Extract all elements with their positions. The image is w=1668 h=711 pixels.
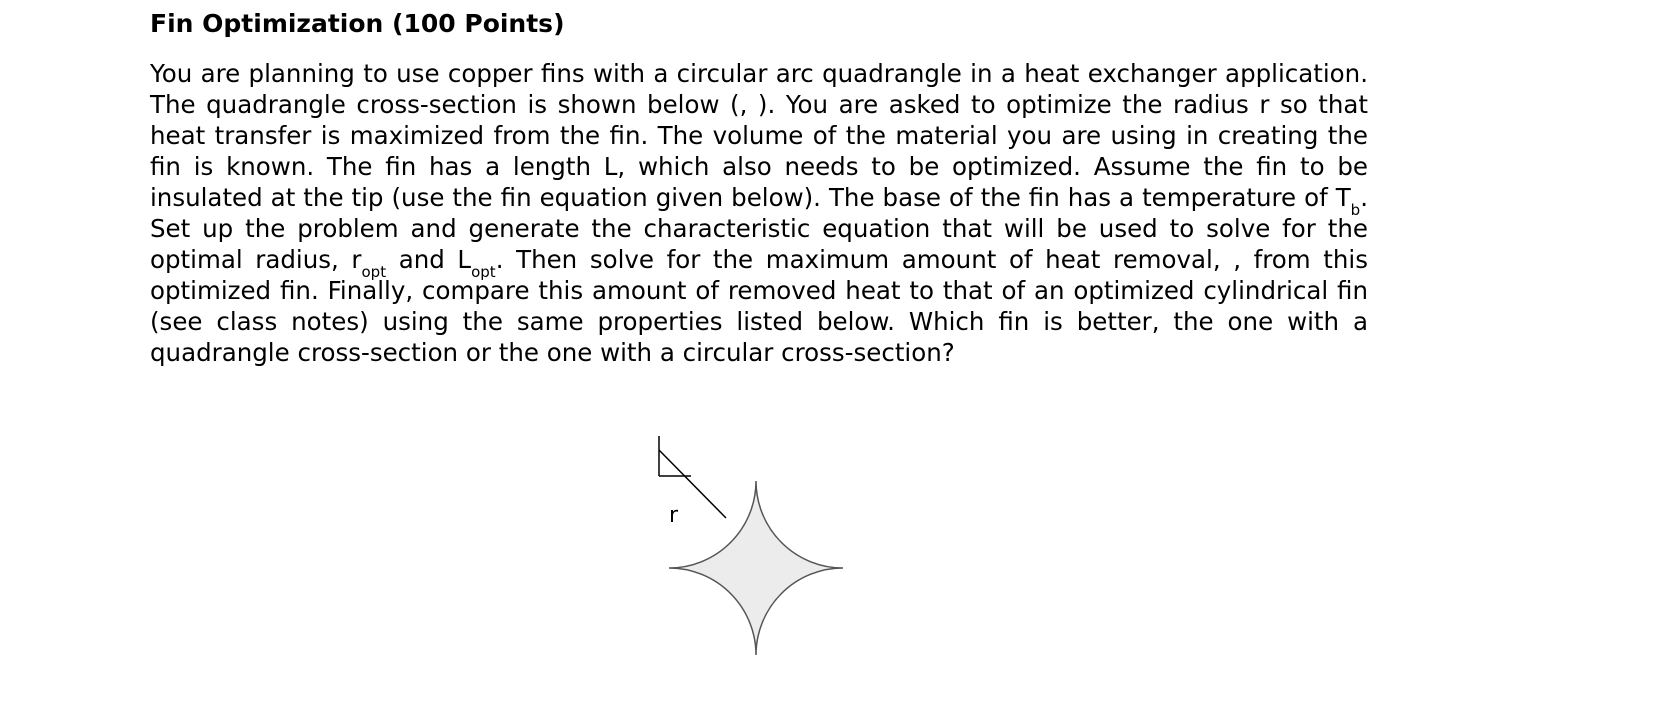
subscript-opt-l: opt bbox=[471, 263, 496, 281]
statement-part-4: . Then solve for the maximum amount of heat removal, , from this optimized fin. Finally, compare this amount of removed heat to that of an optimized cylindrical fin (see class notes) using the same properties listed below. Which fin is better, the one with a quadrangle cross-section or the one with a circular cross-section? bbox=[150, 245, 1368, 367]
problem-document bbox=[150, 6, 1368, 368]
quadrangle-diagram bbox=[655, 432, 865, 672]
subscript-opt-r: opt bbox=[361, 263, 387, 281]
radius-label: r bbox=[669, 503, 679, 528]
statement-part-2: . Set up the problem and generate the characteristic equation that will be used to solve for the optimal radius, r bbox=[150, 183, 1368, 274]
problem-statement bbox=[150, 58, 1368, 368]
subscript-b: b bbox=[1350, 201, 1361, 219]
statement-part-3: and L bbox=[386, 245, 472, 274]
statement-part-1: You are planning to use copper fins with a circular arc quadrangle in a heat exchanger application. The quadrangle cross-section is shown below (, ). You are asked to optimize the radius r so that heat transfer is maximized from the fin. The volume of the material you are using in creating the fin is known. The fin has a length L, which also needs to be optimized. Assume the fin to be insulated at the tip (use the fin equation given below). The base of the fin has a temperature of T bbox=[150, 59, 1368, 212]
quadrangle-cross-section-figure bbox=[655, 432, 865, 672]
problem-title: Fin Optimization (100 Points) bbox=[150, 9, 565, 38]
circular-arc-quadrangle bbox=[669, 481, 843, 655]
